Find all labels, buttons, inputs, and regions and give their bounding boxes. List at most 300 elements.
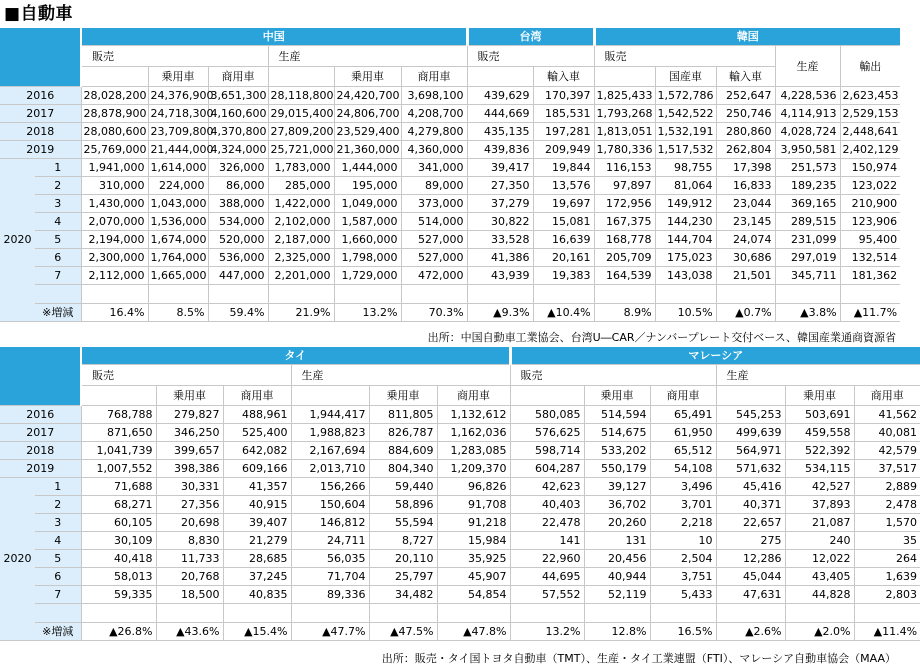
table-cell: 189,235 [775, 176, 840, 194]
change-cell: ▲47.5% [369, 622, 437, 640]
table-cell: 60,105 [81, 513, 156, 531]
china-sales-sub-passenger: 乗用車 [148, 66, 208, 86]
table-cell: 514,594 [584, 405, 650, 423]
table-cell: 1,660,000 [334, 230, 401, 248]
table-cell: 37,279 [467, 194, 533, 212]
table-cell: 1,570 [854, 513, 920, 531]
month-label: 5 [35, 549, 81, 567]
table-cell: 4,160,600 [208, 104, 268, 122]
table-cell: 2,623,453 [840, 86, 900, 104]
year-label: 2019 [0, 140, 81, 158]
table-cell: 52,119 [584, 585, 650, 603]
china-prod-header: 生産 [268, 45, 467, 66]
table-cell: 2,402,129 [840, 140, 900, 158]
table-cell: 488,961 [223, 405, 291, 423]
table-cell: 20,698 [156, 513, 223, 531]
table-cell: 25,721,000 [268, 140, 334, 158]
table-cell: 30,109 [81, 531, 156, 549]
table-cell: 280,860 [716, 122, 775, 140]
table-cell: 4,360,000 [401, 140, 467, 158]
change-cell: 59.4% [208, 303, 268, 321]
month-label: 3 [35, 513, 81, 531]
thai-sales-sub-commercial: 商用車 [223, 385, 291, 405]
table-cell: 1,729,000 [334, 266, 401, 284]
thai-prod-sub-commercial: 商用車 [437, 385, 510, 405]
group-header-taiwan: 台湾 [467, 28, 594, 45]
table-corner [0, 28, 81, 86]
change-cell: ▲3.8% [775, 303, 840, 321]
table-cell: 2,478 [854, 495, 920, 513]
table-cell: 459,558 [785, 423, 854, 441]
table-cell: 2,112,000 [81, 266, 148, 284]
table-cell: 21,360,000 [334, 140, 401, 158]
table-cell: 40,418 [81, 549, 156, 567]
table-cell: 86,000 [208, 176, 268, 194]
table-cell: 252,647 [716, 86, 775, 104]
table-cell: 1,674,000 [148, 230, 208, 248]
table-cell: 262,804 [716, 140, 775, 158]
source-note-2: 出所：販売・タイ国トヨタ自動車（TMT）、生産・タイ工業連盟（FTI）、マレーシア自動車協会（MAA） [381, 652, 896, 665]
table-cell: 20,161 [533, 248, 594, 266]
year-label: 2017 [0, 104, 81, 122]
table-cell: 251,573 [775, 158, 840, 176]
table-cell: 398,386 [156, 459, 223, 477]
change-row [0, 303, 900, 321]
table-cell: 598,714 [510, 441, 584, 459]
table-cell: 168,778 [594, 230, 655, 248]
table-cell: 550,179 [584, 459, 650, 477]
table-row [0, 266, 900, 284]
china-sales-sub-commercial: 商用車 [208, 66, 268, 86]
table-cell: 195,000 [334, 176, 401, 194]
table-cell: 20,768 [156, 567, 223, 585]
table-cell: 534,000 [208, 212, 268, 230]
table-cell: 37,245 [223, 567, 291, 585]
table-cell: 55,594 [369, 513, 437, 531]
table-cell: 23,044 [716, 194, 775, 212]
month-label: 3 [35, 194, 81, 212]
table-cell: 175,023 [655, 248, 716, 266]
table-cell: 123,022 [840, 176, 900, 194]
table-cell: 24,420,700 [334, 86, 401, 104]
table-cell: 289,515 [775, 212, 840, 230]
table-cell: 279,827 [156, 405, 223, 423]
change-cell: 8.5% [148, 303, 208, 321]
table-row [0, 140, 900, 158]
table-cell: 604,287 [510, 459, 584, 477]
month-label: 6 [35, 567, 81, 585]
table-cell: 19,383 [533, 266, 594, 284]
table-cell: 435,135 [467, 122, 533, 140]
table-cell: 1,041,739 [81, 441, 156, 459]
year-label: 2017 [0, 423, 81, 441]
table-cell: 30,686 [716, 248, 775, 266]
year-label: 2019 [0, 459, 81, 477]
change-cell: ▲11.7% [840, 303, 900, 321]
table-cell: 41,386 [467, 248, 533, 266]
table-cell: 580,085 [510, 405, 584, 423]
table-cell: 2,013,710 [291, 459, 369, 477]
table-cell: 1,825,433 [594, 86, 655, 104]
table-cell: 534,115 [785, 459, 854, 477]
table-cell: 23,529,400 [334, 122, 401, 140]
table-cell: 172,956 [594, 194, 655, 212]
table-cell: 2,187,000 [268, 230, 334, 248]
table-cell: 2,102,000 [268, 212, 334, 230]
table-cell: 39,127 [584, 477, 650, 495]
table-cell: 59,440 [369, 477, 437, 495]
table-cell: 156,266 [291, 477, 369, 495]
table-cell: 43,405 [785, 567, 854, 585]
change-label: ※増減 [35, 303, 81, 321]
table-cell: 1,422,000 [268, 194, 334, 212]
table-cell: 642,082 [223, 441, 291, 459]
table-cell: 24,074 [716, 230, 775, 248]
table-cell: 1,665,000 [148, 266, 208, 284]
table-cell: 536,000 [208, 248, 268, 266]
table-cell: 564,971 [716, 441, 785, 459]
table-cell: 1,793,268 [594, 104, 655, 122]
table-cell: 35 [854, 531, 920, 549]
table-cell: 297,019 [775, 248, 840, 266]
korea-sub-domestic: 国産車 [655, 66, 716, 86]
table-cell: 27,350 [467, 176, 533, 194]
table-cell: 23,145 [716, 212, 775, 230]
change-cell: 21.9% [268, 303, 334, 321]
change-cell: ▲2.6% [716, 622, 785, 640]
malaysia-sales-header: 販売 [510, 364, 716, 385]
table-cell: 3,698,100 [401, 86, 467, 104]
table-cell: 2,300,000 [81, 248, 148, 266]
year-2020-label: 2020 [0, 158, 35, 321]
table-cell: 8,830 [156, 531, 223, 549]
table-cell: 3,950,581 [775, 140, 840, 158]
table-cell: 57,552 [510, 585, 584, 603]
month-label: 4 [35, 531, 81, 549]
table-cell: 45,044 [716, 567, 785, 585]
table-cell: 91,218 [437, 513, 510, 531]
table-cell: 24,718,300 [148, 104, 208, 122]
table-cell: 28,878,900 [81, 104, 148, 122]
change-cell: ▲0.7% [716, 303, 775, 321]
table-cell: 4,114,913 [775, 104, 840, 122]
table-cell: 514,675 [584, 423, 650, 441]
table-cell: 41,562 [854, 405, 920, 423]
change-cell: ▲47.7% [291, 622, 369, 640]
table-cell: 16,639 [533, 230, 594, 248]
table-cell: 1,542,522 [655, 104, 716, 122]
malaysia-prod-header: 生産 [716, 364, 920, 385]
table-cell: 54,854 [437, 585, 510, 603]
table-cell: 28,118,800 [268, 86, 334, 104]
table-cell: 21,087 [785, 513, 854, 531]
table-cell: 56,035 [291, 549, 369, 567]
table-cell: 1,639 [854, 567, 920, 585]
table-cell: 54,108 [650, 459, 716, 477]
table-cell: 2,201,000 [268, 266, 334, 284]
table-cell: 81,064 [655, 176, 716, 194]
table-cell: 2,218 [650, 513, 716, 531]
malaysia-prod-sub-commercial: 商用車 [854, 385, 920, 405]
group-header-korea: 韓国 [594, 28, 900, 45]
table-cell: 210,900 [840, 194, 900, 212]
table-cell: 40,835 [223, 585, 291, 603]
table-cell: 1,532,191 [655, 122, 716, 140]
table-cell: 21,279 [223, 531, 291, 549]
table-row [0, 405, 920, 423]
table-cell: 499,639 [716, 423, 785, 441]
table-row [0, 459, 920, 477]
table-cell: 58,013 [81, 567, 156, 585]
table-cell: 576,625 [510, 423, 584, 441]
table-cell: 164,539 [594, 266, 655, 284]
table-cell: 1,798,000 [334, 248, 401, 266]
table-cell: 1,587,000 [334, 212, 401, 230]
table-row [0, 423, 920, 441]
table-cell: 2,194,000 [81, 230, 148, 248]
table-cell: 33,528 [467, 230, 533, 248]
table-row [0, 212, 900, 230]
table-cell: 146,812 [291, 513, 369, 531]
change-cell: 13.2% [334, 303, 401, 321]
group-header-thailand: タイ [81, 347, 510, 364]
table-cell: 520,000 [208, 230, 268, 248]
table-row [0, 230, 900, 248]
table-cell: 2,529,153 [840, 104, 900, 122]
change-cell: ▲10.4% [533, 303, 594, 321]
table-cell: 1,572,786 [655, 86, 716, 104]
table-cell: 1,043,000 [148, 194, 208, 212]
table-row [0, 194, 900, 212]
table-cell: 47,631 [716, 585, 785, 603]
table-cell: 24,806,700 [334, 104, 401, 122]
month-label: 7 [35, 585, 81, 603]
table-cell: 44,695 [510, 567, 584, 585]
table-cell: 20,456 [584, 549, 650, 567]
table-row [0, 158, 900, 176]
table-cell: 2,803 [854, 585, 920, 603]
table-cell: 388,000 [208, 194, 268, 212]
table-cell: 1,780,336 [594, 140, 655, 158]
table-cell: 326,000 [208, 158, 268, 176]
group-header-malaysia: マレーシア [510, 347, 920, 364]
table-cell: 39,407 [223, 513, 291, 531]
table-cell: 345,711 [775, 266, 840, 284]
table-cell: 20,110 [369, 549, 437, 567]
table-cell: 42,623 [510, 477, 584, 495]
table-cell: 4,324,000 [208, 140, 268, 158]
thai-sales-header: 販売 [81, 364, 291, 385]
table-cell: 341,000 [401, 158, 467, 176]
table-cell: 224,000 [148, 176, 208, 194]
table-row [0, 549, 920, 567]
table-cell: 310,000 [81, 176, 148, 194]
change-cell: ▲43.6% [156, 622, 223, 640]
table-cell: 1,444,000 [334, 158, 401, 176]
table-cell: 24,376,900 [148, 86, 208, 104]
table-cell: 95,400 [840, 230, 900, 248]
table-cell: 2,504 [650, 549, 716, 567]
change-cell: 10.5% [655, 303, 716, 321]
table-cell: 27,356 [156, 495, 223, 513]
table-cell: 167,375 [594, 212, 655, 230]
table-cell: 25,797 [369, 567, 437, 585]
table-cell: 514,000 [401, 212, 467, 230]
table-cell: 15,081 [533, 212, 594, 230]
table-cell: 132,514 [840, 248, 900, 266]
year-label: 2016 [0, 86, 81, 104]
month-label: 1 [35, 158, 81, 176]
table-cell: 149,912 [655, 194, 716, 212]
table-cell: 17,398 [716, 158, 775, 176]
change-cell: ▲11.4% [854, 622, 920, 640]
table-row [0, 495, 920, 513]
year-label: 2018 [0, 441, 81, 459]
table-cell: 68,271 [81, 495, 156, 513]
month-label: 5 [35, 230, 81, 248]
page-title: ■自動車 [4, 4, 74, 24]
table-cell: 522,392 [785, 441, 854, 459]
table-row [0, 248, 900, 266]
table-cell: 768,788 [81, 405, 156, 423]
table-cell: 28,080,600 [81, 122, 148, 140]
blank-row [0, 284, 900, 303]
table-row [0, 176, 900, 194]
table-row [0, 122, 900, 140]
table-cell: 1,007,552 [81, 459, 156, 477]
table-cell: 11,733 [156, 549, 223, 567]
change-cell: 8.9% [594, 303, 655, 321]
change-cell: 12.8% [584, 622, 650, 640]
table-cell: 197,281 [533, 122, 594, 140]
table-cell: 250,746 [716, 104, 775, 122]
table-cell: 20,260 [584, 513, 650, 531]
blank-row [0, 603, 920, 622]
table-row [0, 585, 920, 603]
table-row [0, 104, 900, 122]
table-cell: 1,988,823 [291, 423, 369, 441]
table-cell: 4,208,700 [401, 104, 467, 122]
table-cell: 1,941,000 [81, 158, 148, 176]
table-cell: 116,153 [594, 158, 655, 176]
table-cell: 811,805 [369, 405, 437, 423]
table-cell: 2,070,000 [81, 212, 148, 230]
table-cell: 45,416 [716, 477, 785, 495]
table-cell: 1,536,000 [148, 212, 208, 230]
table-cell: 181,362 [840, 266, 900, 284]
table-cell: 97,897 [594, 176, 655, 194]
table-cell: 61,950 [650, 423, 716, 441]
thai-sales-sub-passenger: 乗用車 [156, 385, 223, 405]
table-cell: 16,833 [716, 176, 775, 194]
table-cell: 42,579 [854, 441, 920, 459]
table-cell: 71,704 [291, 567, 369, 585]
change-cell: ▲9.3% [467, 303, 533, 321]
table-cell: 35,925 [437, 549, 510, 567]
china-prod-sub-commercial: 商用車 [401, 66, 467, 86]
table-cell: 5,433 [650, 585, 716, 603]
table-row [0, 441, 920, 459]
change-cell: ▲2.0% [785, 622, 854, 640]
table-cell: 871,650 [81, 423, 156, 441]
table-cell: 4,279,800 [401, 122, 467, 140]
table-cell: 150,604 [291, 495, 369, 513]
table-cell: 21,444,000 [148, 140, 208, 158]
table-cell: 143,038 [655, 266, 716, 284]
table-cell: 527,000 [401, 230, 467, 248]
month-label: 4 [35, 212, 81, 230]
table-cell: 150,974 [840, 158, 900, 176]
table-cell: 399,657 [156, 441, 223, 459]
table-cell: 3,496 [650, 477, 716, 495]
table-cell: 18,500 [156, 585, 223, 603]
table-cell: 1,162,036 [437, 423, 510, 441]
table-cell: 2,889 [854, 477, 920, 495]
table-cell: 2,167,694 [291, 441, 369, 459]
table-cell: 231,099 [775, 230, 840, 248]
table-cell: 22,960 [510, 549, 584, 567]
table-cell: 170,397 [533, 86, 594, 104]
table-cell: 804,340 [369, 459, 437, 477]
table-cell: 43,939 [467, 266, 533, 284]
table-cell: 40,915 [223, 495, 291, 513]
korea-sub-imported: 輸入車 [716, 66, 775, 86]
table-cell: 609,166 [223, 459, 291, 477]
change-cell: ▲26.8% [81, 622, 156, 640]
table-cell: 884,609 [369, 441, 437, 459]
table-cell: 34,482 [369, 585, 437, 603]
korea-sales-header: 販売 [594, 45, 775, 66]
china-prod-sub-passenger: 乗用車 [334, 66, 401, 86]
table-cell: 1,517,532 [655, 140, 716, 158]
table-cell: 45,907 [437, 567, 510, 585]
table-cell: 23,709,800 [148, 122, 208, 140]
month-label: 7 [35, 266, 81, 284]
table-cell: 185,531 [533, 104, 594, 122]
table-cell: 28,685 [223, 549, 291, 567]
table-row [0, 531, 920, 549]
table-cell: 41,357 [223, 477, 291, 495]
table-cell: 275 [716, 531, 785, 549]
table-cell: 13,576 [533, 176, 594, 194]
taiwan-sales-header: 販売 [467, 45, 594, 66]
source-note-1: 出所：中国自動車工業協会、台湾U―CAR／ナンバープレート交付ベース、韓国産業通商資源省 [427, 331, 896, 344]
table-cell: 141 [510, 531, 584, 549]
table-cell: 15,984 [437, 531, 510, 549]
table-cell: 264 [854, 549, 920, 567]
table-cell: 27,809,200 [268, 122, 334, 140]
table-cell: 209,949 [533, 140, 594, 158]
korea-prod-header: 生産 [775, 45, 840, 86]
change-row [0, 622, 920, 640]
table-cell: 285,000 [268, 176, 334, 194]
table-cell: 123,906 [840, 212, 900, 230]
malaysia-sales-sub-commercial: 商用車 [650, 385, 716, 405]
table-cell: 144,230 [655, 212, 716, 230]
malaysia-prod-sub-passenger: 乗用車 [785, 385, 854, 405]
table-cell: 30,331 [156, 477, 223, 495]
table-row [0, 567, 920, 585]
table-cell: 40,081 [854, 423, 920, 441]
change-cell: 16.5% [650, 622, 716, 640]
table-cell: 3,751 [650, 567, 716, 585]
table-cell: 25,769,000 [81, 140, 148, 158]
table-cell: 98,755 [655, 158, 716, 176]
table-cell: 37,517 [854, 459, 920, 477]
month-label: 2 [35, 495, 81, 513]
table-cell: 1,813,051 [594, 122, 655, 140]
table-cell: 826,787 [369, 423, 437, 441]
